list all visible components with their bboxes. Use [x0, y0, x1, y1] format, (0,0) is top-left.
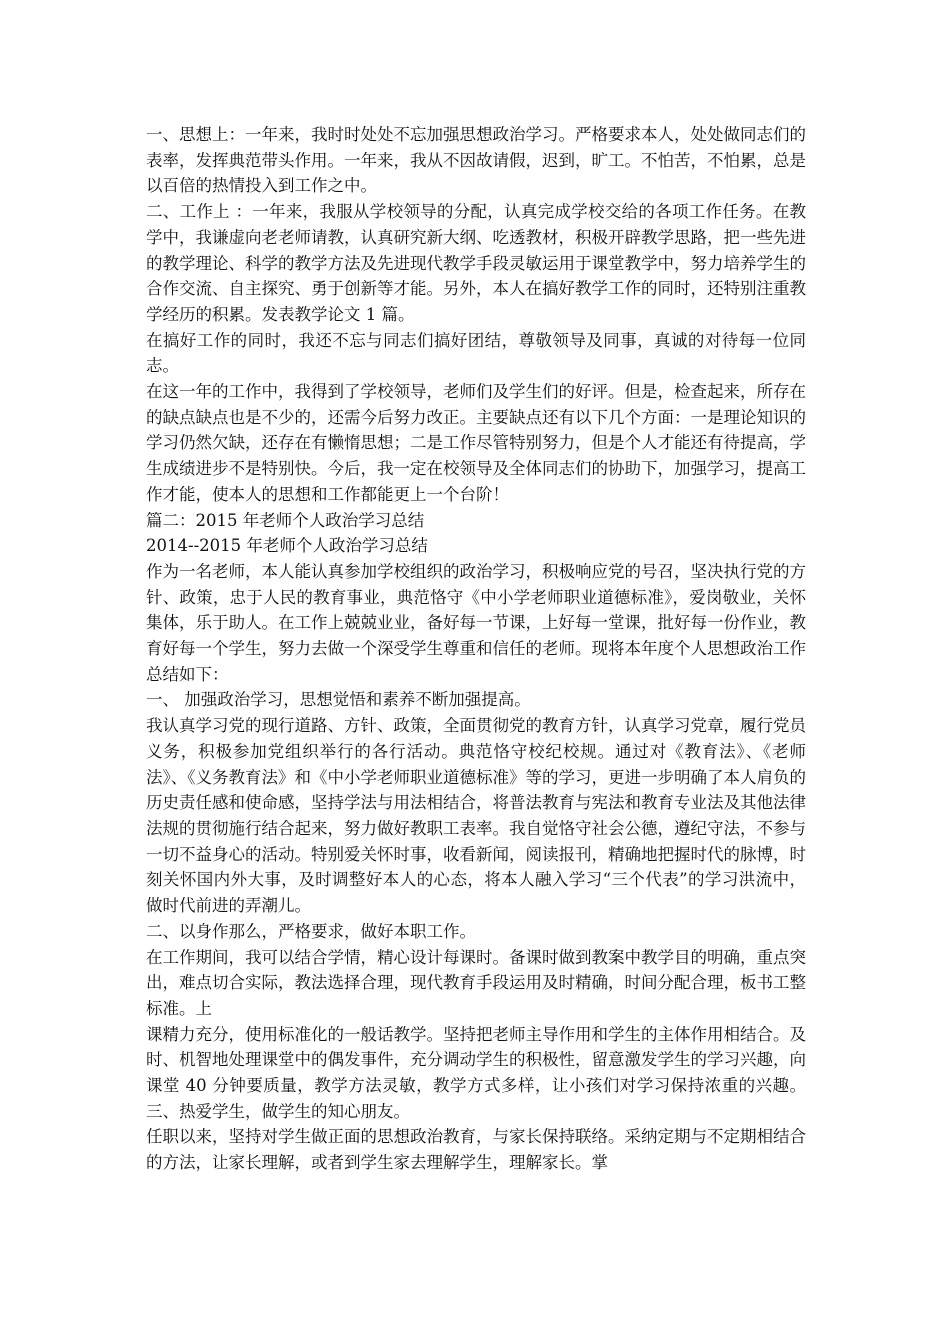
- paragraph-work: 二、工作上 ：一年来，我服从学校领导的分配，认真完成学校交给的各项工作任务。在教学中，我谦虚向老老师请教，认真研究新大纲、吃透教材，积极开辟教学思路，把一些先进的教学理论、科学的教学方法及先进现代教学手段灵敏运用于课堂教学中，努力培养学生的合作交流、自主探究、勇于创新等才能。另外，本人在搞好教学工作的同时，还特别注重教学经历的积累。发表教学论文 1 篇。: [146, 202, 806, 324]
- document-body: [146, 122, 806, 1176]
- document-subtitle: 2014--2015 年老师个人政治学习总结: [146, 536, 428, 556]
- heading-political-study: 一、 加强政治学习，思想觉悟和素养不断加强提高。: [146, 690, 531, 710]
- paragraph-political-study: 我认真学习党的现行道路、方针、政策，全面贯彻党的教育方针，认真学习党章，履行党员义务，积极参加党组织举行的各行活动。典范恪守校纪校规。通过对《教育法》、《老师法》、《义务教育法》和《中小学老师职业道德标准》等的学习，更进一步明确了本人肩负的历史责任感和使命感，坚持学法与用法相结合，将普法教育与宪法和教育专业法及其他法律法规的贯彻施行结合起来，努力做好教职工表率。我自觉恪守社会公德，遵纪守法，不参与一切不益身心的活动。特别爱关怀时事，收看新闻，阅读报刊，精确地把握时代的脉博，时刻关怀国内外大事，及时调整好本人的心态，将本人融入学习“三个代表”的学习洪流中，做时代前进的弄潮儿。: [146, 716, 806, 916]
- paragraph-ideology: 一、思想上：一年来，我时时处处不忘加强思想政治学习。严格要求本人，处处做同志们的表率，发挥典范带头作用。一年来，我从不因故请假，迟到，旷工。不怕苦，不怕累，总是以百倍的热情投入到工作之中。: [146, 125, 806, 196]
- paragraph-students: 任职以来，坚持对学生做正面的思想政治教育，与家长保持联络。采纳定期与不定期相结合的方法，让家长理解，或者到学生家去理解学生，理解家长。掌: [146, 1127, 806, 1173]
- paragraph-lesson-prep: 在工作期间，我可以结合学情，精心设计每课时。备课时做到教案中教学目的明确，重点突出，难点切合实际，教法选择合理，现代教育手段运用及时精确，时间分配合理，板书工整标准。上: [146, 947, 806, 1018]
- heading-duties: 二、以身作那么，严格要求，做好本职工作。: [146, 921, 476, 941]
- paragraph-unity: 在搞好工作的同时，我还不忘与同志们搞好团结，尊敬领导及同事，真诚的对待每一位同志。: [146, 330, 806, 376]
- paragraph-shortcomings: 在这一年的工作中，我得到了学校领导，老师们及学生们的好评。但是，检查起来，所存在的缺点缺点也是不少的，还需今后努力改正。主要缺点还有以下几个方面：一是理论知识的学习仍然欠缺，还存在有懒惰思想；二是工作尽管特别努力，但是个人才能还有待提高，学生成绩进步不是特别快。今后，我一定在校领导及全体同志们的协助下，加强学习，提高工作才能，使本人的思想和工作都能更上一个台阶！: [146, 382, 806, 504]
- section-heading-part-two: 篇二：2015 年老师个人政治学习总结: [146, 510, 425, 530]
- paragraph-classroom: 课精力充分，使用标准化的一般话教学。坚持把老师主导作用和学生的主体作用相结合。及时、机智地处理课堂中的偶发事件，充分调动学生的积极性，留意激发学生的学习兴趣，向课堂 40 分钟要质量，教学方法灵敏，教学方式多样，让小孩们对学习保持浓重的兴趣。 三、热爱学生，做学生的知心朋友。: [146, 1024, 806, 1121]
- paragraph-intro: 作为一名老师，本人能认真参加学校组织的政治学习，积极响应党的号召，坚决执行党的方针、政策，忠于人民的教育事业，典范恪守《中小学老师职业道德标准》，爱岗敬业，关怀集体，乐于助人。在工作上兢兢业业，备好每一节课，上好每一堂课，批好每一份作业，教育好每一个学生，努力去做一个深受学生尊重和信任的老师。现将本年度个人思想政治工作总结如下：: [146, 561, 806, 684]
